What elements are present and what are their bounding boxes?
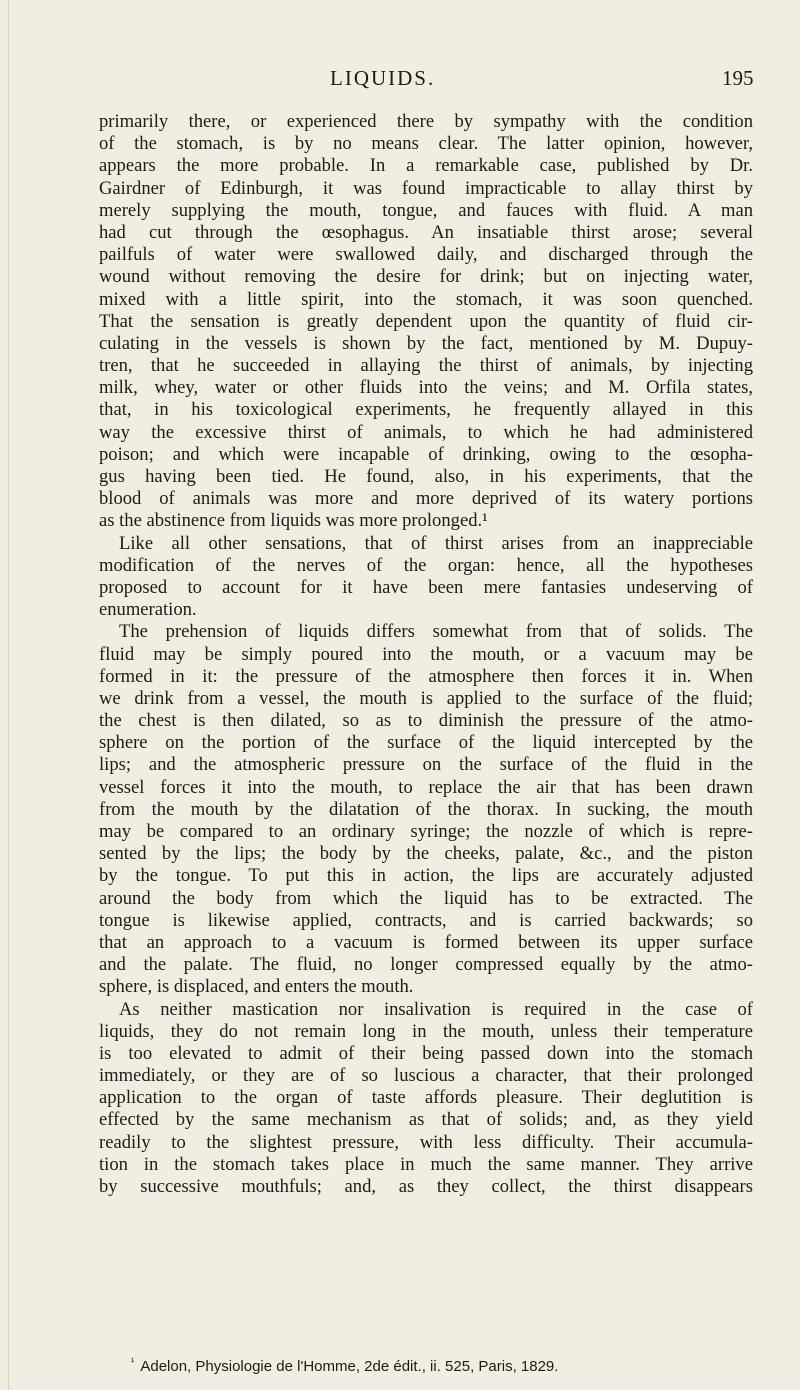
text-line: pailfuls of water were swallowed daily, and discharged through the: [99, 244, 753, 266]
page-edge-line: [8, 0, 9, 1390]
text-line: proposed to account for it have been mere fantasies undeserving of: [99, 576, 753, 598]
text-line: may be compared to an ordinary syringe; the nozzle of which is repre-: [99, 821, 753, 842]
running-title: LIQUIDS.: [330, 66, 436, 90]
body-text: [99, 111, 753, 1198]
text-line: by the tongue. To put this in action, the lips are accurately adjusted: [99, 865, 753, 887]
text-line: that, in his toxicological experiments, he frequently allayed in this: [99, 399, 753, 421]
page-number: 195: [722, 66, 754, 90]
text-line: lips; and the atmospheric pressure on the surface of the fluid in the: [99, 754, 753, 776]
text-line: tongue is likewise applied, contracts, and is carried backwards; so: [99, 909, 753, 931]
text-line: culating in the vessels is shown by the fact, mentioned by M. Dupuy-: [99, 332, 753, 354]
text-line: Gairdner of Edinburgh, it was found impracticable to allay thirst by: [99, 177, 753, 199]
text-line: as the abstinence from liquids was more prolonged.¹: [99, 510, 488, 532]
text-line: immediately, or they are of so luscious a character, that their prolonged: [99, 1065, 753, 1087]
footnote-marker: ¹: [131, 1357, 135, 1368]
text-line: is too elevated to admit of their being passed down into the stomach: [99, 1042, 753, 1064]
text-line: wound without removing the desire for drink; but on injecting water,: [99, 266, 753, 288]
text-line: The prehension of liquids differs somewhat from that of solids. The: [119, 621, 753, 643]
text-line: from the mouth by the dilatation of the thorax. In sucking, the mouth: [99, 798, 753, 820]
text-line: of the stomach, is by no means clear. The latter opinion, however,: [99, 133, 753, 155]
text-line: had cut through the œsophagus. An insatiable thirst arose; several: [99, 221, 753, 243]
text-line: by successive mouthfuls; and, as they collect, the thirst disappears: [99, 1176, 753, 1197]
text-line: merely supplying the mouth, tongue, and fauces with fluid. A man: [99, 199, 753, 221]
text-line: tren, that he succeeded in allaying the thirst of animals, by injecting: [99, 355, 753, 377]
text-line: sphere, is displaced, and enters the mouth.: [99, 976, 414, 998]
text-line: modification of the nerves of the organ: hence, all the hypotheses: [99, 554, 753, 576]
text-line: milk, whey, water or other fluids into the veins; and M. Orfila states,: [99, 377, 753, 399]
text-line: that an approach to a vacuum is formed between its upper surface: [99, 931, 753, 953]
text-line: primarily there, or experienced there by sympathy with the condition: [99, 111, 753, 132]
text-line: fluid may be simply poured into the mouth, or a vacuum may be: [99, 643, 753, 665]
text-line: tion in the stomach takes place in much the same manner. They arrive: [99, 1153, 753, 1175]
text-line: blood of animals was more and more deprived of its watery portions: [99, 488, 753, 510]
text-line: sphere on the portion of the surface of the liquid intercepted by the: [99, 732, 753, 754]
text-line: formed in it: the pressure of the atmosphere then forces it in. When: [99, 665, 753, 687]
footnote-text: Adelon, Physiologie de l'Homme, 2de édit., ii. 525, Paris, 1829.: [140, 1358, 559, 1375]
text-line: Like all other sensations, that of thirst arises from an inappreciable: [119, 532, 753, 554]
text-line: around the body from which the liquid has to be extracted. The: [99, 887, 753, 909]
text-line: mixed with a little spirit, into the stomach, it was soon quenched.: [99, 288, 753, 310]
text-line: application to the organ of taste affords pleasure. Their deglutition is: [99, 1087, 753, 1109]
text-line: That the sensation is greatly dependent upon the quantity of fluid cir-: [99, 310, 753, 332]
text-line: the chest is then dilated, so as to diminish the pressure of the atmo-: [99, 710, 753, 732]
text-line: way the excessive thirst of animals, to which he had administered: [99, 421, 753, 443]
text-line: vessel forces it into the mouth, to replace the air that has been drawn: [99, 776, 753, 798]
text-line: gus having been tied. He found, also, in his experiments, that the: [99, 466, 753, 487]
text-line: enumeration.: [99, 599, 197, 621]
text-line: liquids, they do not remain long in the mouth, unless their temperature: [99, 1020, 753, 1042]
text-line: sented by the lips; the body by the cheeks, palate, &c., and the piston: [99, 843, 753, 865]
text-line: poison; and which were incapable of drinking, owing to the œsopha-: [99, 443, 753, 465]
text-line: appears the more probable. In a remarkable case, published by Dr.: [99, 155, 753, 177]
text-line: we drink from a vessel, the mouth is applied to the surface of the fluid;: [99, 687, 753, 709]
text-line: effected by the same mechanism as that of solids; and, as they yield: [99, 1109, 753, 1131]
text-line: and the palate. The fluid, no longer compressed equally by the atmo-: [99, 954, 753, 976]
text-line: readily to the slightest pressure, with less difficulty. Their accumula-: [99, 1131, 753, 1153]
text-line: As neither mastication nor insalivation is required in the case of: [119, 998, 753, 1020]
footnote: [131, 1357, 558, 1375]
